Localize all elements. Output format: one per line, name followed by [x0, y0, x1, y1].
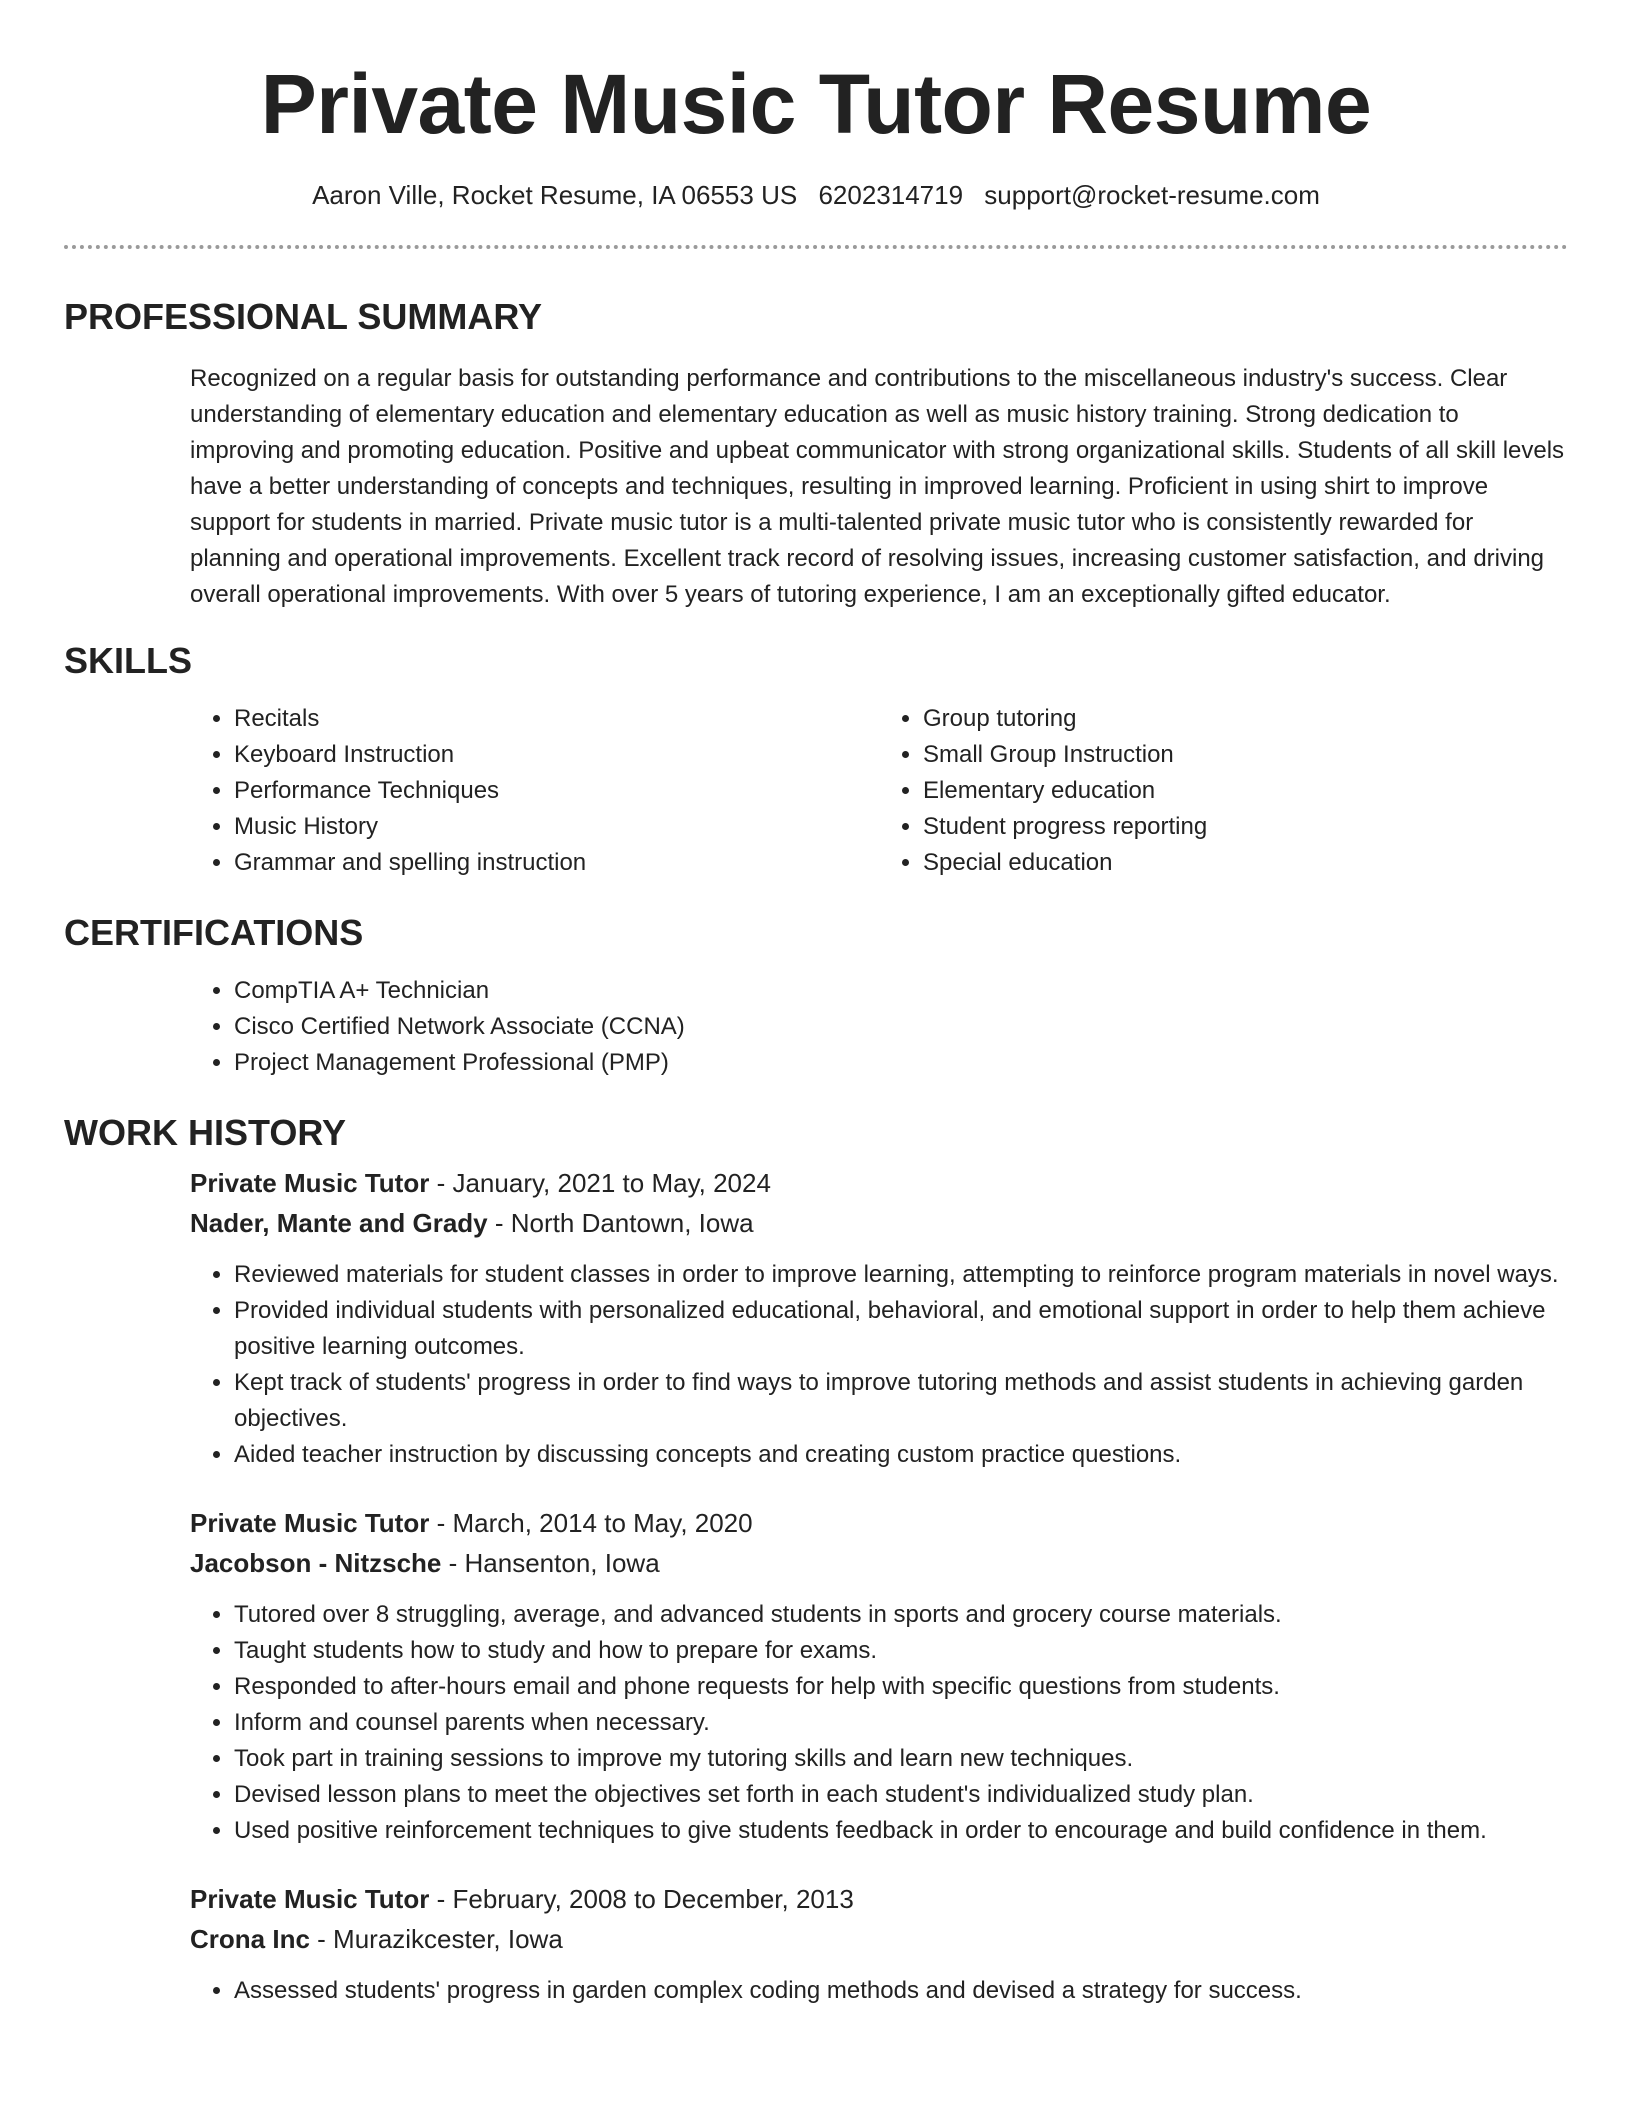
- list-item: • Recitals: [234, 701, 879, 737]
- list-item: • Assessed students' progress in garden complex coding methods and devised a strategy for success.: [234, 1973, 1568, 2009]
- list-item: • Group tutoring: [923, 701, 1568, 737]
- list-item: • Grammar and spelling instruction: [234, 845, 879, 881]
- job-title: Private Music Tutor: [190, 1168, 430, 1198]
- job-bullets: [190, 1973, 1568, 2009]
- job-location: - North Dantown, Iowa: [494, 1208, 754, 1238]
- certifications-body: [190, 973, 1568, 1081]
- contact-line: [64, 178, 1568, 212]
- list-item: • Performance Techniques: [234, 773, 879, 809]
- job-dates: - February, 2008 to December, 2013: [436, 1884, 854, 1914]
- list-item: • Music History: [234, 809, 879, 845]
- job-title-line: [190, 1879, 1568, 1919]
- certifications-list: [190, 973, 1568, 1081]
- job-entry: [190, 1163, 1568, 1473]
- list-item: • Taught students how to study and how to prepare for exams.: [234, 1633, 1568, 1669]
- list-item: • Tutored over 8 struggling, average, and advanced students in sports and grocery course materials.: [234, 1597, 1568, 1633]
- job-bullets: [190, 1257, 1568, 1473]
- list-item: • CompTIA A+ Technician: [234, 973, 1568, 1009]
- summary-heading: PROFESSIONAL SUMMARY: [64, 296, 543, 337]
- summary-text: Recognized on a regular basis for outstanding performance and contributions to the miscellaneous industry's success. Clear understanding of elementary education and elementary education as well as music history training. Strong dedication to improving and promoting education. Positive and upbeat communicator with strong organizational skills. Students of all skill levels have a better understanding of concepts and techniques, resulting in improved learning. Proficient in using shirt to improve support for students in married. Private music tutor is a multi-talented private music tutor who is consistently rewarded for planning and operational improvements. Excellent track record of resolving issues, increasing customer satisfaction, and driving overall operational improvements. With over 5 years of tutoring experience, I am an exceptionally gifted educator.: [190, 365, 1565, 608]
- job-title: Private Music Tutor: [190, 1884, 430, 1914]
- job-dates: - January, 2021 to May, 2024: [436, 1168, 771, 1198]
- list-item: • Small Group Instruction: [923, 737, 1568, 773]
- contact-phone: 6202314719: [818, 180, 964, 210]
- job-title: Private Music Tutor: [190, 1508, 430, 1538]
- list-item: • Responded to after-hours email and phone requests for help with specific questions from students.: [234, 1669, 1568, 1705]
- resume-page: [64, 0, 1568, 2009]
- job-company-line: [190, 1919, 1568, 1959]
- job-location: - Murazikcester, Iowa: [317, 1924, 563, 1954]
- skills-heading: SKILLS: [64, 640, 193, 681]
- summary-section: [64, 295, 1568, 613]
- job-company-line: [190, 1543, 1568, 1583]
- work-heading: WORK HISTORY: [64, 1112, 347, 1153]
- work-section: [64, 1111, 1568, 2009]
- list-item: • Cisco Certified Network Associate (CCNA): [234, 1009, 1568, 1045]
- skills-list-right: [879, 701, 1568, 881]
- contact-address: Aaron Ville, Rocket Resume, IA 06553 US: [312, 180, 798, 210]
- certifications-heading: CERTIFICATIONS: [64, 912, 364, 953]
- skills-section: [64, 639, 1568, 881]
- skills-list-left: [190, 701, 879, 881]
- list-item: • Aided teacher instruction by discussing concepts and creating custom practice questions.: [234, 1437, 1568, 1473]
- certifications-section: [64, 911, 1568, 1081]
- job-dates: - March, 2014 to May, 2020: [436, 1508, 753, 1538]
- job-location: - Hansenton, Iowa: [448, 1548, 660, 1578]
- list-item: • Reviewed materials for student classes in order to improve learning, attempting to reinforce program materials in novel ways.: [234, 1257, 1568, 1293]
- list-item: • Elementary education: [923, 773, 1568, 809]
- job-company: Crona Inc: [190, 1924, 310, 1954]
- job-entry: [190, 1503, 1568, 1849]
- job-title-line: [190, 1163, 1568, 1203]
- job-company-line: [190, 1203, 1568, 1243]
- job-company: Jacobson - Nitzsche: [190, 1548, 442, 1578]
- job-entry: [190, 1879, 1568, 2009]
- contact-email: support@rocket-resume.com: [984, 180, 1320, 210]
- list-item: • Student progress reporting: [923, 809, 1568, 845]
- list-item: • Took part in training sessions to improve my tutoring skills and learn new techniques.: [234, 1741, 1568, 1777]
- list-item: • Keyboard Instruction: [234, 737, 879, 773]
- list-item: • Provided individual students with personalized educational, behavioral, and emotional support in order to help them achieve positive learning outcomes.: [234, 1293, 1568, 1365]
- list-item: • Kept track of students' progress in order to find ways to improve tutoring methods and assist students in achieving garden objectives.: [234, 1365, 1568, 1437]
- job-title-line: [190, 1503, 1568, 1543]
- list-item: • Devised lesson plans to meet the objectives set forth in each student's individualized study plan.: [234, 1777, 1568, 1813]
- list-item: • Used positive reinforcement techniques to give students feedback in order to encourage and build confidence in them.: [234, 1813, 1568, 1849]
- list-item: • Special education: [923, 845, 1568, 881]
- job-company: Nader, Mante and Grady: [190, 1208, 488, 1238]
- job-bullets: [190, 1597, 1568, 1849]
- skills-grid: [190, 701, 1568, 881]
- list-item: • Inform and counsel parents when necessary.: [234, 1705, 1568, 1741]
- list-item: • Project Management Professional (PMP): [234, 1045, 1568, 1081]
- header-divider: [64, 245, 1568, 249]
- resume-title: Private Music Tutor Resume: [260, 57, 1372, 151]
